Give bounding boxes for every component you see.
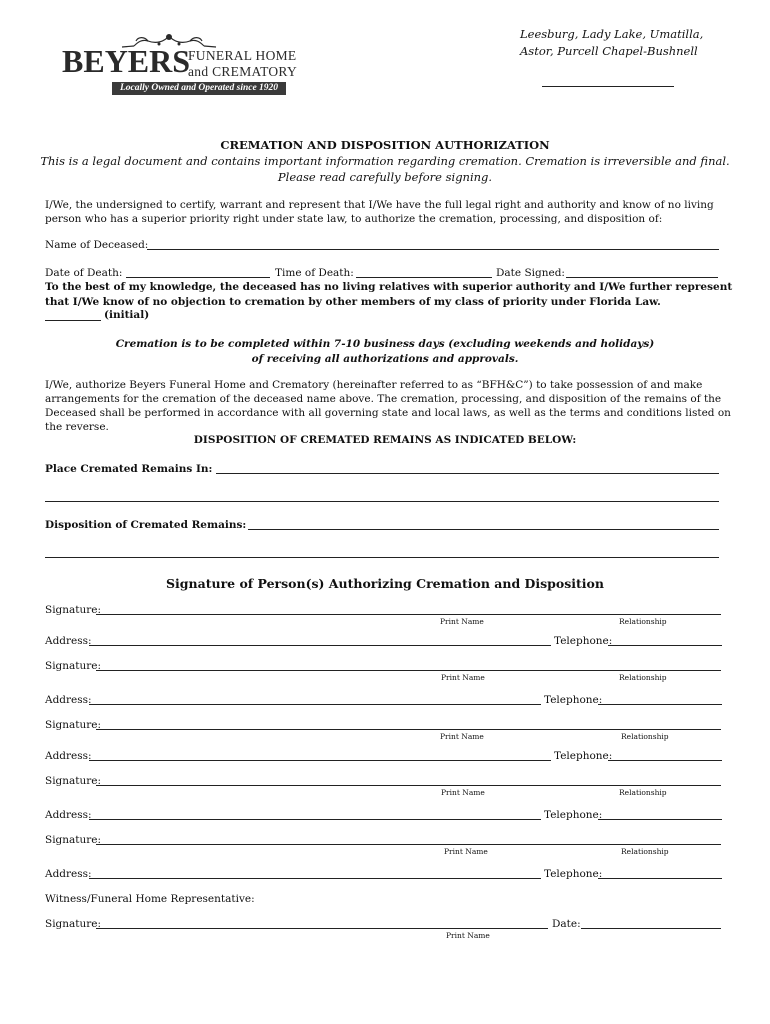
name-of-deceased-field[interactable] [147, 249, 719, 250]
signer-address-label: Address: [45, 809, 92, 821]
signer-address-field[interactable] [89, 645, 551, 646]
signer-telephone-label: Telephone: [554, 635, 613, 647]
certify-paragraph: I/We, the undersigned to certify, warrant and represent that I/We have the full legal right and authority and know of no living person who has a superior priority right under state law, to authorize the cremation, processing, and disposition of: [45, 199, 714, 225]
witness-signature-field[interactable] [96, 928, 548, 929]
signer-address-label: Address: [45, 868, 92, 880]
locations-underline [542, 86, 674, 87]
signer-signature-label: Signature: [45, 834, 102, 846]
signer-address-label: Address: [45, 635, 92, 647]
signer-telephone-field[interactable] [598, 704, 722, 705]
signer-address-field[interactable] [89, 878, 541, 879]
date-signed-label: Date Signed: [496, 267, 565, 279]
signer-signature-field[interactable] [96, 844, 721, 845]
signer-address-field[interactable] [89, 760, 551, 761]
signer-address-field[interactable] [89, 819, 541, 820]
witness-date-label: Date: [552, 918, 581, 930]
signer-telephone-field[interactable] [608, 760, 722, 761]
locations [520, 26, 703, 60]
signer-telephone-label: Telephone: [544, 694, 603, 706]
completion-note-line-1: Cremation is to be completed within 7-10 business days (excluding weekends and holidays) [115, 338, 655, 350]
signer-telephone-label: Telephone: [544, 868, 603, 880]
time-of-death-label: Time of Death: [275, 267, 354, 279]
logo-funeral-home: FUNERAL HOME [188, 48, 297, 63]
disposition-remains-field[interactable] [248, 529, 719, 530]
date-signed-field[interactable] [566, 277, 718, 278]
company-logo [62, 30, 302, 98]
signer-signature-label: Signature: [45, 719, 102, 731]
witness-print-name-label: Print Name [446, 931, 490, 940]
document-subtitle: This is a legal document and contains important information regarding cremation. Cremation is irreversible and final. Please read carefully before signing. [40, 154, 730, 184]
signer-signature-label: Signature: [45, 660, 102, 672]
signer-telephone-field[interactable] [598, 819, 722, 820]
signer-address-label: Address: [45, 694, 92, 706]
signer-print-name-label: Print Name [441, 673, 485, 682]
disposition-remains-label: Disposition of Cremated Remains: [45, 519, 247, 531]
time-of-death-field[interactable] [356, 277, 492, 278]
signature-section-title: Signature of Person(s) Authorizing Cremation and Disposition [166, 576, 604, 591]
signer-signature-field[interactable] [96, 614, 721, 615]
document-title: CREMATION AND DISPOSITION AUTHORIZATION [220, 138, 550, 152]
signer-relationship-label: Relationship [621, 732, 669, 741]
completion-note [40, 337, 730, 367]
disposition-heading: DISPOSITION OF CREMATED REMAINS AS INDICATED BELOW: [193, 434, 577, 446]
signer-address-field[interactable] [89, 704, 541, 705]
signer-signature-label: Signature: [45, 604, 102, 616]
signer-telephone-field[interactable] [608, 645, 722, 646]
place-remains-label: Place Cremated Remains In: [45, 463, 213, 475]
signer-telephone-field[interactable] [598, 878, 722, 879]
initial-label: (initial) [104, 309, 150, 321]
signer-relationship-label: Relationship [619, 617, 667, 626]
witness-date-field[interactable] [581, 928, 721, 929]
signer-print-name-label: Print Name [440, 617, 484, 626]
authorize-paragraph: I/We, authorize Beyers Funeral Home and Crematory (hereinafter referred to as “BFH&C”) to take possession of and make arrangements for the cremation of the deceased name above. The cremation, processing, and disposition of the remains of the Deceased shall be performed in accordance with all governing state and local laws, as well as the terms and conditions listed on the reverse. [45, 379, 731, 433]
signer-telephone-label: Telephone: [544, 809, 603, 821]
signer-telephone-label: Telephone: [554, 750, 613, 762]
signer-relationship-label: Relationship [619, 673, 667, 682]
signer-signature-field[interactable] [96, 729, 721, 730]
signer-relationship-label: Relationship [619, 788, 667, 797]
date-of-death-field[interactable] [126, 277, 270, 278]
signer-print-name-label: Print Name [441, 788, 485, 797]
name-of-deceased-label: Name of Deceased: [45, 239, 149, 251]
logo-beyers: BEYERS [62, 43, 191, 79]
logo-tagline: Locally Owned and Operated since 1920 [112, 82, 286, 95]
locations-line-1: Leesburg, Lady Lake, Umatilla, [520, 27, 704, 41]
signer-print-name-label: Print Name [440, 732, 484, 741]
locations-line-2: Astor, Purcell Chapel-Bushnell [520, 44, 698, 58]
initial-field[interactable] [45, 320, 101, 321]
disposition-remains-field-2[interactable] [45, 557, 719, 558]
place-remains-field[interactable] [216, 473, 719, 474]
signer-signature-label: Signature: [45, 775, 102, 787]
signer-signature-field[interactable] [96, 785, 721, 786]
signer-print-name-label: Print Name [444, 847, 488, 856]
logo-and-crematory: and CREMATORY [188, 64, 298, 79]
witness-label: Witness/Funeral Home Representative: [45, 893, 255, 905]
date-of-death-label: Date of Death: [45, 267, 123, 279]
completion-note-line-2: of receiving all authorizations and approvals. [251, 353, 519, 365]
place-remains-field-2[interactable] [45, 501, 719, 502]
signer-relationship-label: Relationship [621, 847, 669, 856]
witness-signature-label: Signature: [45, 918, 102, 930]
signer-address-label: Address: [45, 750, 92, 762]
knowledge-statement: To the best of my knowledge, the deceased has no living relatives with superior authority and I/We further represent that I/We know of no objection to cremation by other members of my class of priority under Florida Law. [45, 281, 733, 308]
signer-signature-field[interactable] [96, 670, 721, 671]
